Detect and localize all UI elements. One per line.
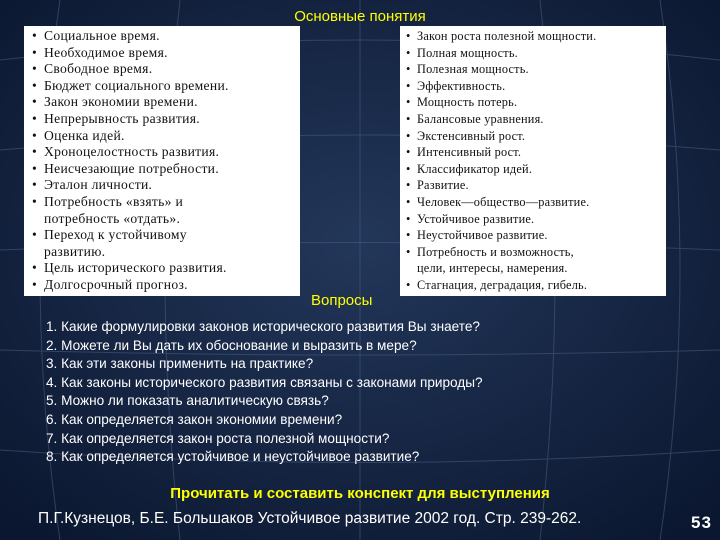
concept-left-item bbox=[32, 78, 296, 95]
concept-right-item bbox=[406, 78, 662, 95]
questions-title: Вопросы bbox=[311, 292, 373, 309]
bullet-icon: • bbox=[406, 211, 411, 226]
concept-right-item-label: Полезная мощность. bbox=[417, 62, 529, 77]
concept-right-item bbox=[406, 177, 662, 194]
question-item: 1. Какие формулировки законов исторического развития Вы знаете? bbox=[46, 319, 480, 334]
concept-left-item bbox=[32, 244, 296, 261]
concepts-list-right bbox=[406, 28, 662, 294]
concept-left-item bbox=[32, 45, 296, 62]
bullet-icon: • bbox=[406, 145, 411, 160]
concept-left-item-label: Оценка идей. bbox=[44, 127, 125, 143]
concept-left-item bbox=[32, 277, 296, 294]
bullet-icon: • bbox=[32, 193, 38, 209]
concept-right-item bbox=[406, 227, 662, 244]
concept-right-item-label: Мощность потерь. bbox=[417, 95, 518, 110]
bullet-icon: • bbox=[406, 178, 411, 193]
concept-right-item-label: Интенсивный рост. bbox=[417, 145, 522, 160]
concepts-panel-right bbox=[400, 26, 666, 296]
concept-right-item-label: Экстенсивный рост. bbox=[417, 128, 526, 143]
bullet-icon: • bbox=[32, 94, 38, 110]
bullet-icon: • bbox=[406, 78, 411, 93]
concept-left-item bbox=[32, 227, 296, 244]
bullet-icon: • bbox=[406, 128, 411, 143]
question-item: 3. Как эти законы применить на практике? bbox=[46, 356, 314, 372]
concept-left-item bbox=[32, 28, 296, 45]
concept-right-item bbox=[406, 61, 662, 78]
concept-left-item bbox=[32, 194, 296, 211]
question-item: 7. Как определяется закон роста полезной мощности? bbox=[46, 430, 390, 446]
bullet-icon: • bbox=[32, 177, 38, 193]
concept-right-item-label: Стагнация, деградация, гибель. bbox=[417, 277, 588, 292]
concept-right-item-label: Классификатор идей. bbox=[417, 161, 533, 176]
concept-right-item-label: Развитие. bbox=[417, 178, 469, 193]
question-item: 5. Можно ли показать аналитическую связь? bbox=[46, 393, 329, 409]
bullet-icon: • bbox=[406, 111, 411, 126]
concept-left-item bbox=[32, 94, 296, 111]
concept-right-item bbox=[406, 194, 662, 211]
concept-left-item-label: Закон экономии времени. bbox=[44, 94, 198, 110]
concept-right-item-label: Устойчивое развитие. bbox=[417, 211, 535, 226]
bullet-icon: • bbox=[32, 276, 38, 292]
bullet-icon: • bbox=[406, 228, 411, 243]
concept-right-item bbox=[406, 161, 662, 178]
concept-left-item bbox=[32, 177, 296, 194]
page-number: 53 bbox=[691, 513, 712, 532]
concept-right-item-label: Человек—общество—развитие. bbox=[417, 194, 590, 209]
concept-left-item bbox=[32, 260, 296, 277]
bullet-icon: • bbox=[32, 127, 38, 143]
concept-left-item-label: Цель исторического развития. bbox=[44, 260, 227, 276]
concept-right-item-label: Неустойчивое развитие. bbox=[417, 228, 548, 243]
concept-right-item bbox=[406, 28, 662, 45]
bullet-icon: • bbox=[32, 144, 38, 160]
concept-left-item-label: потребность «отдать». bbox=[44, 210, 181, 226]
concept-left-item bbox=[32, 211, 296, 228]
concept-right-item bbox=[406, 260, 662, 277]
concept-right-item-label: Закон роста полезной мощности. bbox=[417, 29, 597, 43]
concept-left-item bbox=[32, 161, 296, 178]
concept-left-item bbox=[32, 128, 296, 145]
bullet-icon: • bbox=[406, 161, 411, 176]
concept-left-item bbox=[32, 61, 296, 78]
concept-left-item-label: Долгосрочный прогноз. bbox=[44, 276, 188, 292]
slide-title: Основные понятия bbox=[294, 8, 426, 25]
reference-citation: П.Г.Кузнецов, Б.Е. Большаков Устойчивое развитие 2002 год. Стр. 239-262. bbox=[38, 510, 582, 527]
questions-list bbox=[46, 318, 646, 467]
bullet-icon: • bbox=[406, 29, 411, 43]
concept-left-item-label: Бюджет социального времени. bbox=[44, 77, 229, 93]
concepts-list-left bbox=[32, 28, 296, 294]
bullet-icon: • bbox=[406, 244, 411, 259]
bullet-icon: • bbox=[32, 44, 38, 60]
concept-right-item bbox=[406, 111, 662, 128]
concept-right-item bbox=[406, 211, 662, 228]
bullet-icon: • bbox=[406, 194, 411, 209]
bullet-icon: • bbox=[32, 160, 38, 176]
bullet-icon: • bbox=[406, 62, 411, 77]
bullet-icon: • bbox=[406, 45, 411, 60]
concept-right-item bbox=[406, 94, 662, 111]
concept-left-item-label: Свободное время. bbox=[44, 61, 153, 77]
bullet-icon: • bbox=[32, 110, 38, 126]
concept-left-item-label: Необходимое время. bbox=[44, 44, 168, 60]
concept-left-item-label: Потребность «взять» и bbox=[44, 193, 184, 209]
bullet-icon: • bbox=[406, 95, 411, 110]
concept-right-item bbox=[406, 277, 662, 294]
concept-left-item-label: Переход к устойчивому bbox=[44, 227, 187, 243]
question-item: 2. Можете ли Вы дать их обоснование и выразить в мере? bbox=[46, 337, 417, 353]
bullet-icon: • bbox=[32, 61, 38, 77]
concept-right-item bbox=[406, 144, 662, 161]
bullet-icon: • bbox=[406, 277, 411, 292]
concept-right-item-label: Потребность и возможность, bbox=[417, 244, 574, 259]
concept-right-item-label: Эффективность. bbox=[417, 78, 506, 93]
concept-left-item bbox=[32, 144, 296, 161]
concept-left-item-label: развитию. bbox=[44, 243, 106, 259]
bullet-icon: • bbox=[32, 77, 38, 93]
concept-left-item-label: Эталон личности. bbox=[44, 177, 153, 193]
concept-left-item-label: Непрерывность развития. bbox=[44, 110, 200, 126]
reading-assignment-title: Прочитать и составить конспект для выступления bbox=[170, 485, 550, 502]
question-item: 8. Как определяется устойчивое и неустойчивое развитие? bbox=[46, 449, 420, 465]
concept-right-item bbox=[406, 128, 662, 145]
concept-left-item-label: Социальное время. bbox=[44, 28, 160, 43]
concept-left-item-label: Хроноцелостность развития. bbox=[44, 144, 220, 160]
concept-right-item bbox=[406, 244, 662, 261]
bullet-icon: • bbox=[32, 227, 38, 243]
concept-right-item-label: Полная мощность. bbox=[417, 45, 518, 60]
question-item: 6. Как определяется закон экономии времени? bbox=[46, 411, 343, 427]
bullet-icon: • bbox=[32, 28, 38, 43]
concept-left-item-label: Неисчезающие потребности. bbox=[44, 160, 219, 176]
bullet-icon: • bbox=[32, 260, 38, 276]
concept-right-item-label: цели, интересы, намерения. bbox=[417, 261, 568, 276]
concept-right-item bbox=[406, 45, 662, 62]
concept-right-item-label: Балансовые уравнения. bbox=[417, 111, 544, 126]
concepts-panel-left bbox=[24, 26, 300, 296]
question-item: 4. Как законы исторического развития связаны с законами природы? bbox=[46, 374, 483, 390]
concept-left-item bbox=[32, 111, 296, 128]
